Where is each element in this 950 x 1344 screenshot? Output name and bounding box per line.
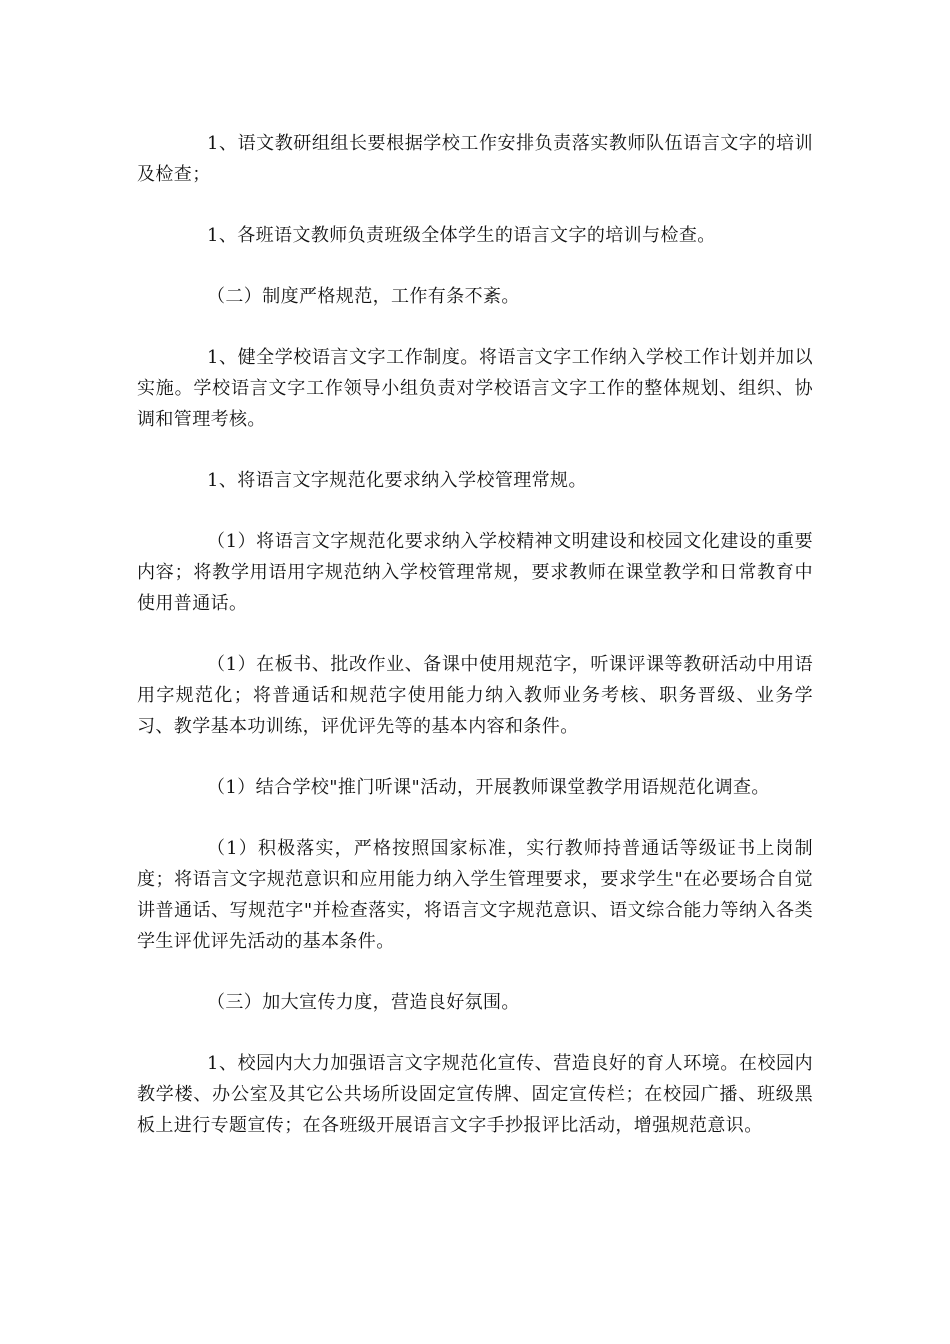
paragraph-teacher-training: 1、语文教研组组长要根据学校工作安排负责落实教师队伍语言文字的培训及检查； — [137, 133, 813, 185]
paragraph-management-routine: 1、将语言文字规范化要求纳入学校管理常规。 — [207, 470, 587, 491]
paragraph-cultural-construction: （1）将语言文字规范化要求纳入学校精神文明建设和校园文化建设的重要内容；将教学用语用字规范纳入学校管理常规，要求教师在课堂教学和日常教育中使用普通话。 — [137, 531, 813, 614]
paragraph-certification: （1）积极落实，严格按照国家标准，实行教师持普通话等级证书上岗制度；将语言文字规范意识和应用能力纳入学生管理要求，要求学生"在必要场合自觉讲普通话、写规范字"并检查落实，将语言文字规范意识、语文综合能力等纳入各类学生评优评先活动的基本条件。 — [137, 838, 813, 952]
paragraph-lesson-survey: （1）结合学校"推门听课"活动，开展教师课堂教学用语规范化调查。 — [207, 777, 770, 798]
paragraph-class-teacher-training: 1、各班语文教师负责班级全体学生的语言文字的培训与检查。 — [207, 225, 716, 246]
paragraph-campus-publicity: 1、校园内大力加强语言文字规范化宣传、营造良好的育人环境。在校园内教学楼、办公室及其它公共场所设固定宣传牌、固定宣传栏；在校园广播、班级黑板上进行专题宣传；在各班级开展语言文字手抄报评比活动，增强规范意识。 — [137, 1053, 813, 1136]
paragraph-teaching-standards: （1）在板书、批改作业、备课中使用规范字，听课评课等教研活动中用语用字规范化；将普通话和规范字使用能力纳入教师业务考核、职务晋级、业务学习、教学基本功训练，评优评先等的基本内容和条件。 — [137, 654, 813, 737]
section-heading-system-standards: （二）制度严格规范，工作有条不紊。 — [207, 286, 520, 307]
paragraph-work-system: 1、健全学校语言文字工作制度。将语言文字工作纳入学校工作计划并加以实施。学校语言文字工作领导小组负责对学校语言文字工作的整体规划、组织、协调和管理考核。 — [137, 347, 813, 430]
document-body — [137, 128, 813, 1141]
section-heading-publicity: （三）加大宣传力度，营造良好氛围。 — [207, 992, 520, 1013]
